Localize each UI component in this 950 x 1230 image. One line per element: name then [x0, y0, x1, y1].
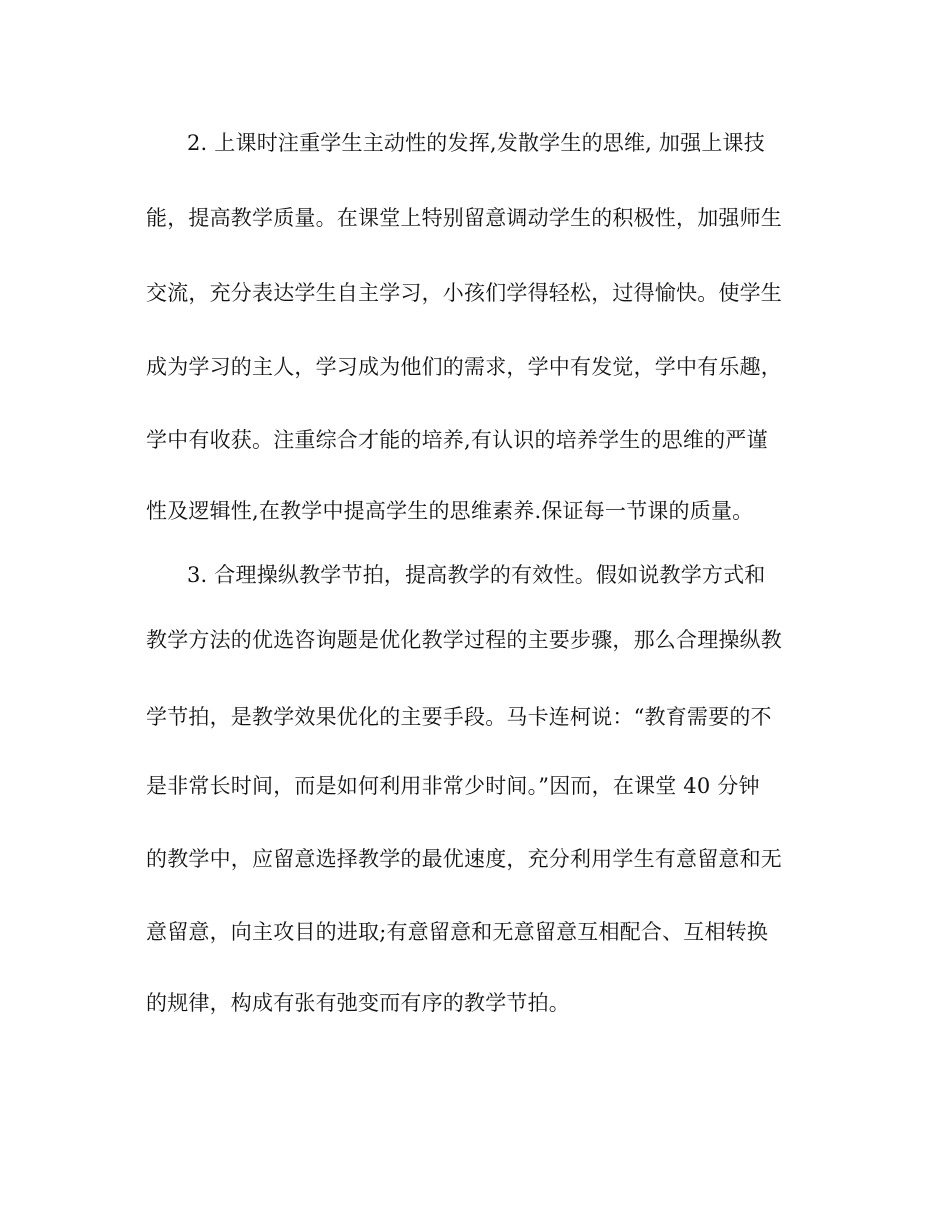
paragraph-3-line-2: 教学方法的优选咨询题是优化教学过程的主要步骤，那么合理操纵教 — [146, 628, 782, 652]
paragraph-3-line-4: 是非常长时间，而是如何利用非常少时间。”因而，在课堂 40 分钟 — [146, 774, 760, 798]
paragraph-3-line-6: 意留意，向主攻目的进取;有意留意和无意留意互相配合、互相转换 — [146, 920, 769, 944]
paragraph-2-line-6: 性及逻辑性,在教学中提高学生的思维素养.保证每一节课的质量。 — [146, 499, 754, 523]
paragraph-2-line-1: 2. 上课时注重学生主动性的发挥,发散学生的思维, 加强上课技 — [187, 131, 765, 155]
paragraph-3-line-5: 的教学中，应留意选择教学的最优速度，充分利用学生有意留意和无 — [146, 847, 782, 871]
paragraph-2-line-4: 成为学习的主人，学习成为他们的需求，学中有发觉，学中有乐趣， — [146, 355, 782, 379]
paragraph-2-line-2: 能，提高教学质量。在课堂上特别留意调动学生的积极性，加强师生 — [146, 206, 782, 230]
paragraph-3-line-1: 3. 合理操纵教学节拍，提高教学的有效性。假如说教学方式和 — [187, 563, 766, 587]
paragraph-2-line-3: 交流，充分表达学生自主学习，小孩们学得轻松，过得愉快。使学生 — [146, 281, 782, 305]
paragraph-3-line-7: 的规律，构成有张有弛变而有序的教学节拍。 — [146, 991, 570, 1015]
paragraph-3-line-3: 学节拍，是教学效果优化的主要手段。马卡连柯说：“教育需要的不 — [146, 705, 772, 729]
paragraph-2-line-5: 学中有收获。注重综合才能的培养,有认识的培养学生的思维的严谨 — [146, 428, 768, 452]
